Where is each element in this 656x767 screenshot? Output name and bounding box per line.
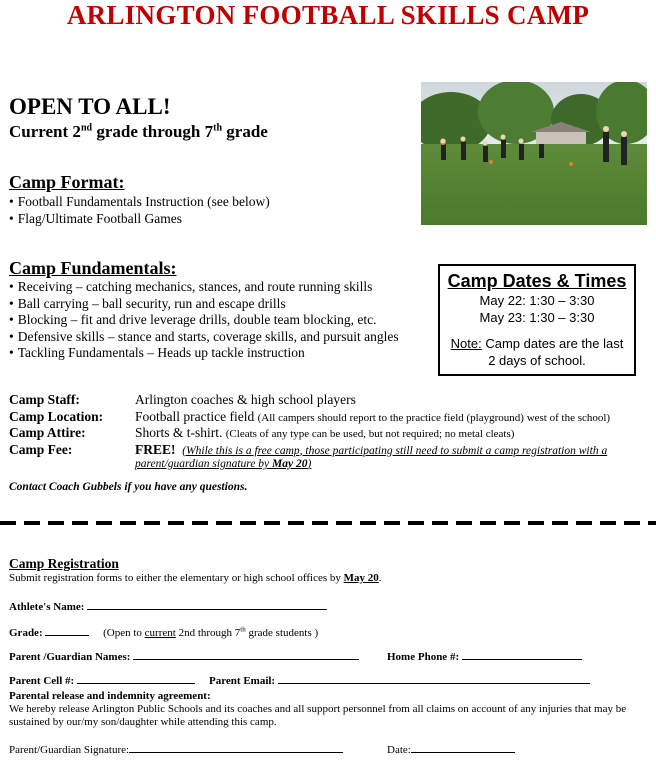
signature-field[interactable] (129, 742, 343, 753)
camp-photo (421, 82, 647, 225)
home-phone-row: Home Phone #: (387, 649, 582, 663)
list-item: • Blocking – fit and drive leverage drills, double team blocking, etc. (9, 312, 399, 329)
camp-dates-heading: Camp Dates & Times (447, 271, 627, 291)
camp-info (9, 392, 649, 475)
list-item: • Football Fundamentals Instruction (see below) (9, 194, 270, 211)
grade-range: Current 2nd grade through 7th grade (9, 122, 268, 141)
list-item: • Defensive skills – stance and starts, coverage skills, and pursuit angles (9, 329, 399, 346)
parent-names-field[interactable] (133, 649, 359, 660)
athlete-name-row: Athlete's Name: (9, 599, 327, 613)
date-line: May 23: 1:30 – 3:30 (479, 310, 595, 325)
page-title: ARLINGTON FOOTBALL SKILLS CAMP (66, 0, 590, 30)
parent-email-row: Parent Email: (209, 673, 590, 687)
registration-heading: Camp Registration (9, 556, 119, 571)
registration-instructions: Submit registration forms to either the elementary or high school offices by May 20. (9, 572, 382, 584)
list-item: • Flag/Ultimate Football Games (9, 211, 270, 228)
grade-field[interactable] (45, 625, 89, 636)
release-heading: Parental release and indemnity agreement: (9, 690, 211, 702)
fee-note: parent/guardian signature by May 20) (135, 458, 312, 470)
athlete-name-field[interactable] (87, 599, 327, 610)
staff-value: Arlington coaches & high school players (135, 392, 356, 407)
parent-email-field[interactable] (278, 673, 590, 684)
signature-row: Parent/Guardian Signature: (9, 742, 343, 756)
camp-dates-box (438, 264, 636, 376)
attire-value: Shorts & t-shirt. (Cleats of any type can be used, but not required; no metal cleats) (135, 425, 515, 440)
parent-cell-row: Parent Cell #: (9, 673, 195, 687)
staff-label: Camp Staff: (9, 392, 80, 407)
parent-cell-field[interactable] (77, 673, 195, 684)
release-text: We hereby release Arlington Public Schools and its coaches and all support personnel from all claims on account of any injuries that may be sustained by our/my son/daughter while attending this camp. (9, 703, 627, 728)
list-item: • Ball carrying – ball security, run and escape drills (9, 296, 399, 313)
location-value: Football practice field (All campers should report to the practice field (playground) west of the school) (135, 408, 611, 424)
fee-label: Camp Fee: (9, 441, 73, 457)
date-field[interactable] (411, 742, 515, 753)
date-line: May 22: 1:30 – 3:30 (479, 293, 595, 308)
list-item: • Receiving – catching mechanics, stances, and route running skills (9, 279, 399, 296)
camp-fundamentals-section (9, 258, 399, 362)
contact-note: Contact Coach Gubbels if you have any questions. (9, 481, 248, 493)
camp-fundamentals-heading: Camp Fundamentals: (9, 258, 177, 278)
attire-label: Camp Attire: (9, 425, 86, 440)
camp-format-heading: Camp Format: (9, 172, 125, 192)
date-row: Date: (387, 742, 515, 756)
location-label: Camp Location: (9, 408, 104, 424)
camp-format-section (9, 172, 270, 227)
grade-row: Grade: (Open to current 2nd through 7th grade students ) (9, 625, 319, 639)
list-item: • Tackling Fundamentals – Heads up tackle instruction (9, 345, 399, 362)
open-to-all-heading: OPEN TO ALL! (9, 94, 171, 119)
dates-note: Note: Camp dates are the last 2 days of school. (450, 336, 624, 368)
fee-value: FREE! (While this is a free camp, those participating still need to submit a camp registration with a (135, 441, 608, 457)
parent-names-row: Parent /Guardian Names: (9, 649, 359, 663)
home-phone-field[interactable] (462, 649, 582, 660)
cut-line-divider (0, 521, 656, 525)
